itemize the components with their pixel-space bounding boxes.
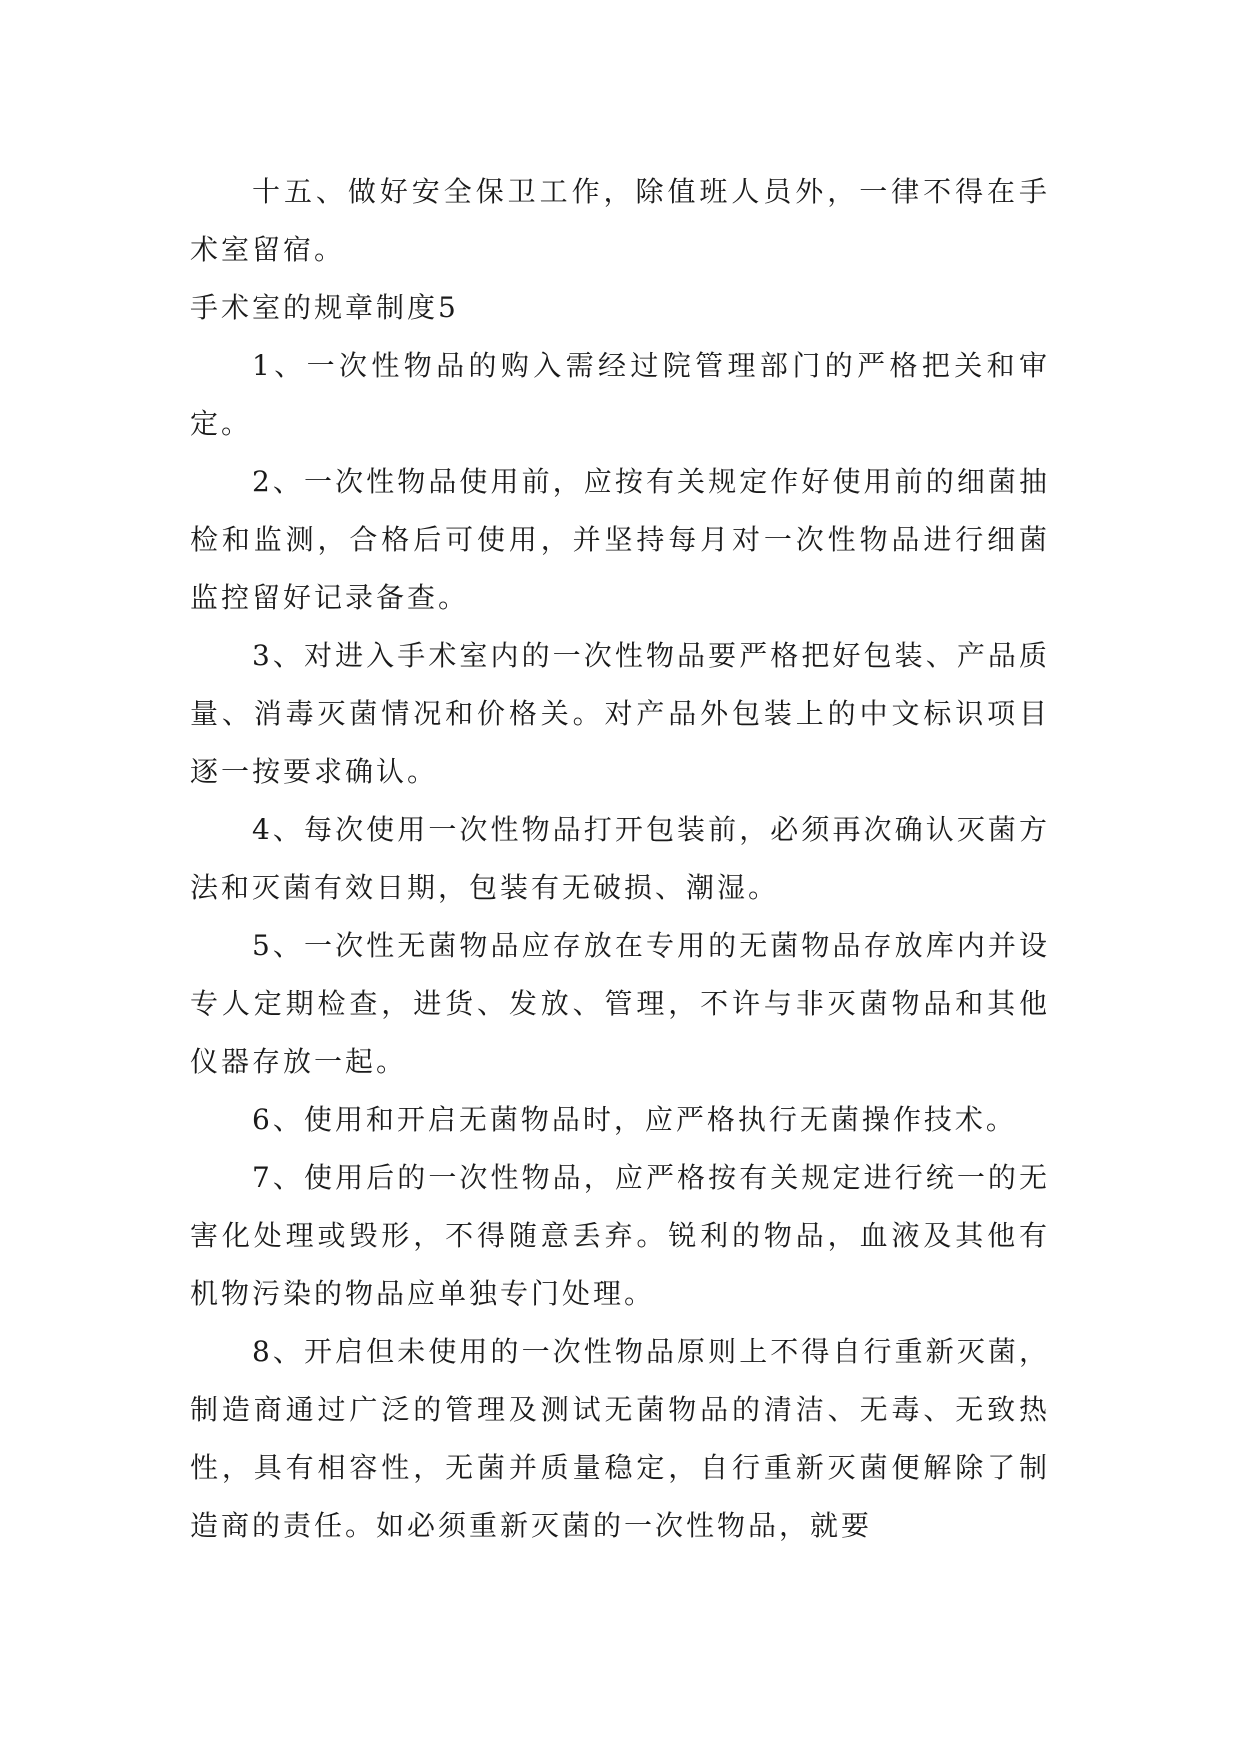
paragraph-15: 十五、做好安全保卫工作，除值班人员外，一律不得在手术室留宿。 <box>190 175 1050 266</box>
section-heading: 手术室的规章制度5 <box>190 291 459 324</box>
paragraph-8: 8、开启但未使用的一次性物品原则上不得自行重新灭菌，制造商通过广泛的管理及测试无菌物品的清洁、无毒、无致热性，具有相容性，无菌并质量稳定，自行重新灭菌便解除了制造商的责任。如必须重新灭菌的一次性物品，就要 <box>190 1335 1050 1542</box>
paragraph-6: 6、使用和开启无菌物品时，应严格执行无菌操作技术。 <box>252 1103 1017 1136</box>
paragraph-2: 2、一次性物品使用前，应按有关规定作好使用前的细菌抽检和监测，合格后可使用，并坚持每月对一次性物品进行细菌监控留好记录备查。 <box>190 465 1050 614</box>
paragraph-3: 3、对进入手术室内的一次性物品要严格把好包装、产品质量、消毒灭菌情况和价格关。对产品外包装上的中文标识项目逐一按要求确认。 <box>190 639 1050 788</box>
paragraph-7: 7、使用后的一次性物品，应严格按有关规定进行统一的无害化处理或毁形，不得随意丢弃。锐利的物品，血液及其他有机物污染的物品应单独专门处理。 <box>190 1161 1050 1310</box>
paragraph-5: 5、一次性无菌物品应存放在专用的无菌物品存放库内并设专人定期检查，进货、发放、管理，不许与非灭菌物品和其他仪器存放一起。 <box>190 929 1050 1078</box>
document-body <box>190 163 1050 1555</box>
paragraph-4: 4、每次使用一次性物品打开包装前，必须再次确认灭菌方法和灭菌有效日期，包装有无破损、潮湿。 <box>190 813 1050 904</box>
paragraph-1: 1、一次性物品的购入需经过院管理部门的严格把关和审定。 <box>190 349 1050 440</box>
